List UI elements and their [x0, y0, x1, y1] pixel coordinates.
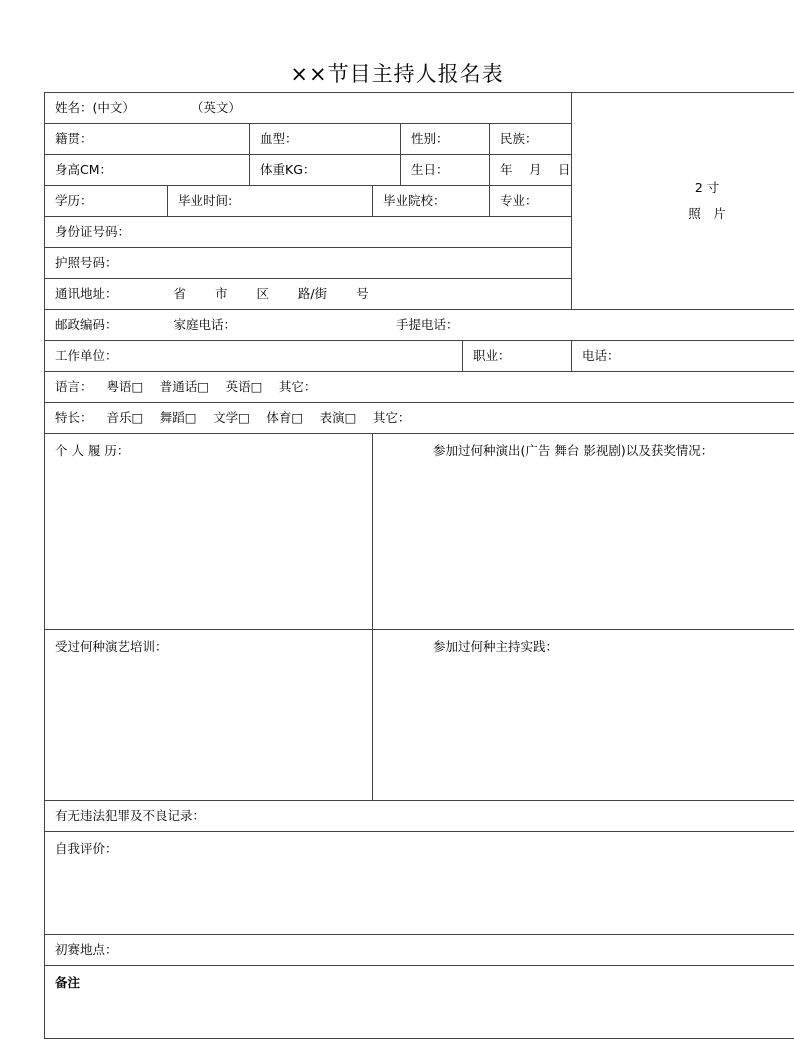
major-cell[interactable]: [490, 186, 572, 217]
education-cell[interactable]: [45, 186, 168, 217]
height-cell[interactable]: [45, 155, 250, 186]
blood-type-cell[interactable]: [250, 124, 401, 155]
name-cell[interactable]: [45, 93, 572, 124]
work-unit-label: 工作单位：: [55, 348, 118, 363]
phone-cell[interactable]: [572, 341, 794, 372]
page-title: ××节目主持人报名表: [0, 58, 794, 88]
table-row-specialties: [45, 403, 794, 434]
hosting-practice-cell[interactable]: [373, 630, 794, 801]
blood-type-label: 血型：: [260, 131, 298, 146]
postcode-label: 邮政编码：: [55, 317, 118, 332]
name-cn-label: 姓名：(中文）: [55, 100, 135, 115]
address-label: 通讯地址：: [55, 286, 118, 301]
major-label: 专业：: [500, 193, 538, 208]
table-row-history-performances: [45, 434, 794, 630]
birthday-ymd-label: 年 月 日: [500, 162, 570, 177]
table-row-remarks: [45, 966, 794, 1039]
table-row-name: [45, 93, 794, 124]
school-cell[interactable]: [373, 186, 490, 217]
phone-label: 电话：: [582, 348, 620, 363]
birthday-ymd-cell[interactable]: [490, 155, 572, 186]
table-row-self-evaluation: [45, 832, 794, 935]
personal-history-label: 个 人 履 历：: [55, 443, 129, 458]
criminal-record-label: 有无违法犯罪及不良记录：: [55, 808, 205, 823]
name-en-label: （英文）: [191, 100, 241, 115]
specialty-options[interactable]: 音乐□ 舞蹈□ 文学□ 体育□ 表演□ 其它：: [107, 410, 411, 425]
language-cell[interactable]: [45, 372, 794, 403]
id-number-label: 身份证号码：: [55, 224, 130, 239]
address-cell[interactable]: [45, 279, 572, 310]
remarks-cell[interactable]: [45, 966, 794, 1039]
table-row-criminal-record: [45, 801, 794, 832]
id-number-cell[interactable]: [45, 217, 572, 248]
performances-cell[interactable]: [373, 434, 794, 630]
weight-cell[interactable]: [250, 155, 401, 186]
remarks-label: 备注: [55, 975, 80, 990]
mobile-label: 手提电话：: [236, 318, 459, 332]
school-label: 毕业院校：: [383, 193, 446, 208]
birthday-label: 生日：: [411, 162, 449, 177]
occupation-cell[interactable]: [463, 341, 572, 372]
self-evaluation-label: 自我评价：: [55, 841, 118, 856]
photo-size-label: 2 寸: [572, 175, 794, 201]
language-label: 语言：: [55, 379, 93, 394]
birthday-cell[interactable]: [401, 155, 490, 186]
graduation-time-label: 毕业时间:: [178, 193, 232, 208]
contact-cell[interactable]: [45, 310, 794, 341]
performances-label: 参加过何种演出(广告 舞台 影视剧)以及获奖情况：: [383, 444, 713, 458]
ethnicity-label: 民族：: [500, 131, 538, 146]
passport-label: 护照号码：: [55, 255, 118, 270]
table-row-work: [45, 341, 794, 372]
education-label: 学历：: [55, 193, 93, 208]
occupation-label: 职业：: [473, 348, 511, 363]
native-place-cell[interactable]: [45, 124, 250, 155]
gender-label: 性别：: [411, 131, 449, 146]
native-place-label: 籍贯：: [55, 131, 93, 146]
ethnicity-cell[interactable]: [490, 124, 572, 155]
table-row-preliminary-venue: [45, 935, 794, 966]
passport-cell[interactable]: [45, 248, 572, 279]
training-label: 受过何种演艺培训：: [55, 639, 168, 654]
specialty-cell[interactable]: [45, 403, 794, 434]
language-options[interactable]: 粤语□ 普通话□ 英语□ 其它：: [107, 379, 317, 394]
training-cell[interactable]: [45, 630, 373, 801]
photo-label: 照 片: [572, 201, 794, 227]
criminal-record-cell[interactable]: [45, 801, 794, 832]
home-phone-label: 家庭电话：: [118, 318, 237, 332]
gender-cell[interactable]: [401, 124, 490, 155]
table-row-contact: [45, 310, 794, 341]
address-parts-label: 省 市 区 路/街 号: [174, 286, 369, 301]
table-row-training-practice: [45, 630, 794, 801]
preliminary-venue-cell[interactable]: [45, 935, 794, 966]
photo-placeholder[interactable]: [572, 93, 794, 310]
graduation-time-cell[interactable]: [168, 186, 373, 217]
specialty-label: 特长：: [55, 410, 93, 425]
hosting-practice-label: 参加过何种主持实践：: [383, 640, 558, 654]
table-row-languages: [45, 372, 794, 403]
work-unit-cell[interactable]: [45, 341, 463, 372]
preliminary-venue-label: 初赛地点：: [55, 942, 118, 957]
height-label: 身高CM：: [55, 162, 112, 177]
self-evaluation-cell[interactable]: [45, 832, 794, 935]
weight-label: 体重KG：: [260, 162, 315, 177]
personal-history-cell[interactable]: [45, 434, 373, 630]
registration-table: [44, 92, 794, 1039]
